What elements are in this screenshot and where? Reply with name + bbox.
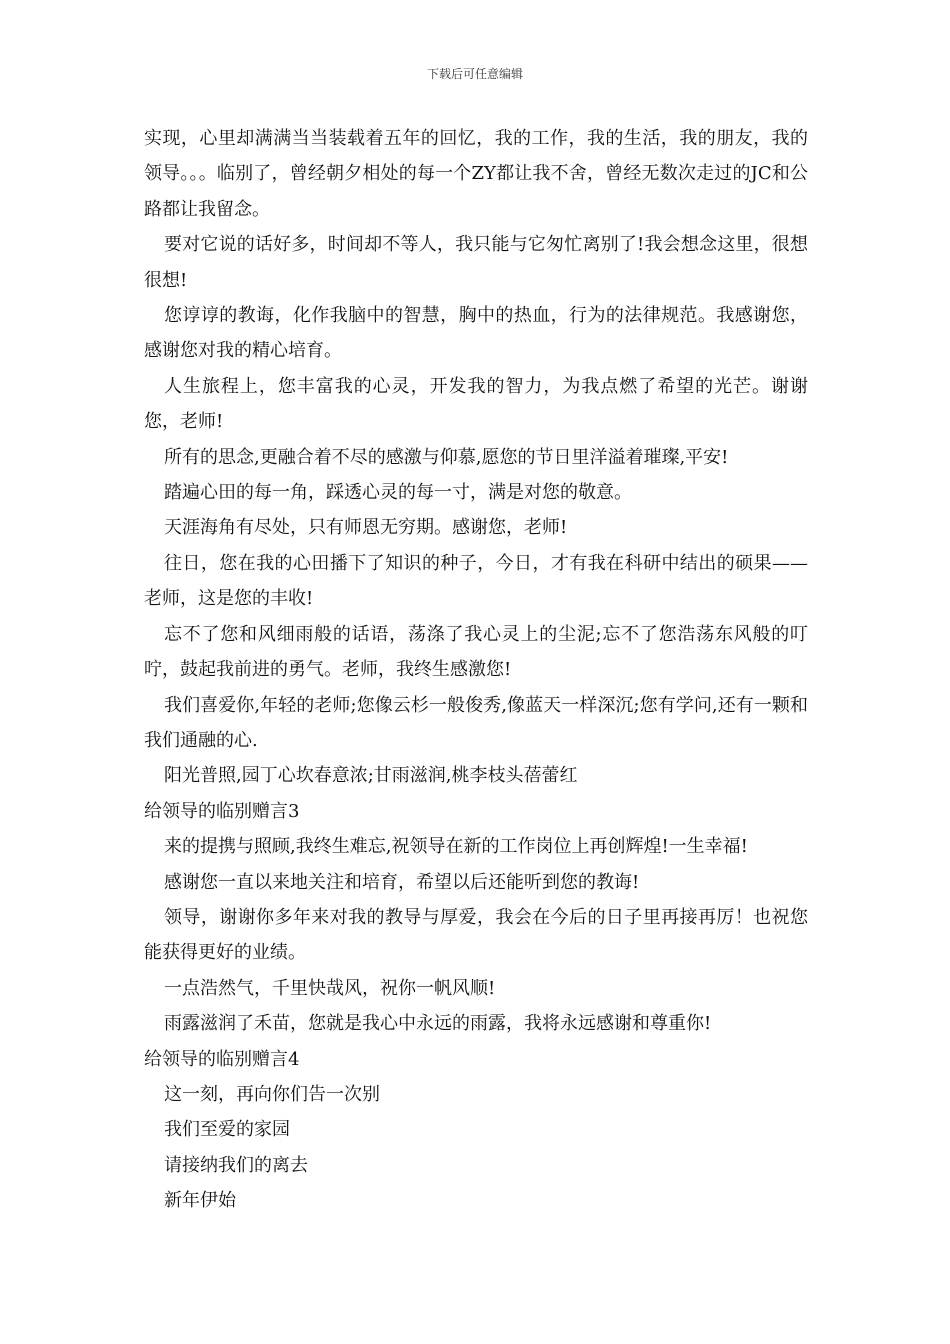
paragraph: 这一刻，再向你们告一次别 <box>164 1083 380 1105</box>
paragraph: 我们喜爱你,年轻的老师;您像云杉一般俊秀,像蓝天一样深沉;您有学问,还有一颗和我们通融的心. <box>144 694 808 751</box>
section-heading: 给领导的临别赠言4 <box>144 1048 300 1070</box>
document-body <box>144 121 808 1219</box>
paragraph: 阳光普照,园丁心坎春意浓;甘雨滋润,桃李枝头蓓蕾红 <box>164 765 578 787</box>
page-header: 下载后可任意编辑 <box>426 67 523 81</box>
paragraph: 感谢您一直以来地关注和培育，希望以后还能听到您的教诲! <box>164 871 640 893</box>
paragraph: 我们至爱的家园 <box>164 1119 290 1141</box>
paragraph: 一点浩然气，千里快哉风，祝你一帆风顺! <box>164 977 496 999</box>
paragraph: 踏遍心田的每一角，踩透心灵的每一寸，满是对您的敬意。 <box>164 482 632 504</box>
paragraph: 人生旅程上，您丰富我的心灵，开发我的智力，为我点燃了希望的光芒。谢谢您，老师! <box>144 375 808 433</box>
paragraph: 实现，心里却满满当当装载着五年的回忆，我的工作，我的生活，我的朋友，我的领导。。。临别了，曾经朝夕相处的每一个ZY都让我不舍，曾经无数次走过的JC和公路都让我留念。 <box>144 128 808 220</box>
paragraph: 您谆谆的教诲，化作我脑中的智慧，胸中的热血，行为的法律规范。我感谢您，感谢您对我的精心培育。 <box>144 305 808 362</box>
paragraph: 雨露滋润了禾苗，您就是我心中永远的雨露，我将永远感谢和尊重你! <box>164 1013 712 1035</box>
paragraph: 要对它说的话好多，时间却不等人，我只能与它匆忙离别了!我会想念这里，很想很想! <box>144 234 808 291</box>
paragraph: 忘不了您和风细雨般的话语，荡涤了我心灵上的尘泥;忘不了您浩荡东风般的叮咛，鼓起我前进的勇气。老师，我终生感激您! <box>144 623 808 681</box>
paragraph: 新年伊始 <box>164 1190 236 1212</box>
paragraph: 领导，谢谢你多年来对我的教导与厚爱，我会在今后的日子里再接再厉！也祝您能获得更好的业绩。 <box>144 906 808 964</box>
paragraph: 来的提携与照顾,我终生难忘,祝领导在新的工作岗位上再创辉煌!一生幸福! <box>164 836 748 858</box>
section-heading: 给领导的临别赠言3 <box>144 800 300 822</box>
paragraph: 所有的思念,更融合着不尽的感激与仰慕,愿您的节日里洋溢着璀璨,平安! <box>164 446 729 468</box>
paragraph: 往日，您在我的心田播下了知识的种子，今日，才有我在科研中结出的硕果——老师，这是您的丰收! <box>144 552 808 610</box>
paragraph: 天涯海角有尽处，只有师恩无穷期。感谢您，老师! <box>164 517 568 539</box>
paragraph: 请接纳我们的离去 <box>164 1154 308 1176</box>
